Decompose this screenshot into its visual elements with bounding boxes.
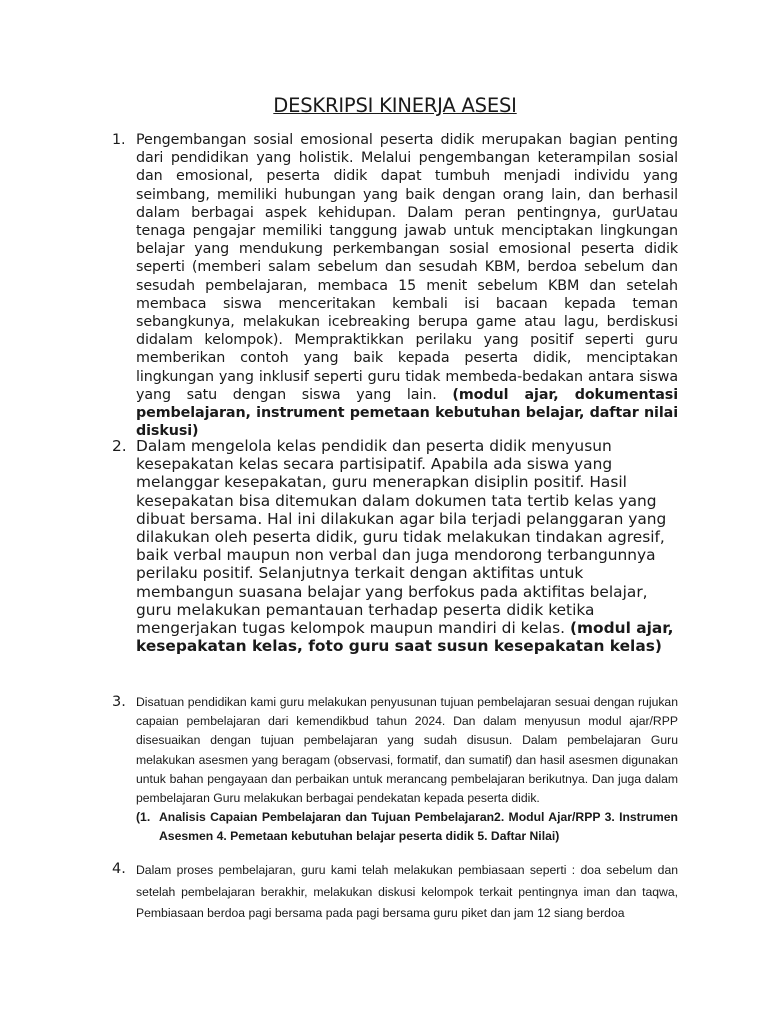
item-number: 4. (112, 861, 126, 877)
list-item (112, 131, 678, 440)
item-number: 2. (112, 437, 127, 455)
document-title: DESKRIPSI KINERJA ASESI (273, 94, 517, 117)
item-text: Dalam proses pembelajaran, guru kami telah melakukan pembiasaan seperti : doa sebelum dan setelah pembelajaran berakhir, melakukan diskusi kelompok terkait pentingnya iman dan taqwa, Pembiasaan berdoa pagi bersama pada pagi bersama guru piket dan jam 12 siang berdoa (136, 863, 678, 920)
list-item (112, 437, 678, 655)
item-body (136, 437, 678, 655)
evidence-list (136, 808, 678, 846)
item-body (136, 693, 678, 847)
item-evidence: (modul ajar, dokumentasi pembelajaran, instrument pemetaan kebutuhan belajar, daftar nilai diskusi) (136, 386, 678, 440)
list-item (112, 693, 678, 847)
item-text: Disatuan pendidikan kami guru melakukan penyusunan tujuan pembelajaran sesuai dengan rujukan capaian pembelajaran dari kemendikbud tahun 2024. Dan dalam menyusun modul ajar/RPP disesuaikan dengan tujuan pembelajaran yang sudah disusun. Dalam pembelajaran Guru melakukan asesmen yang beragam (observasi, formatif, dan sumatif) dan hasil asesmen digunakan untuk bahan pengayaan dan perbaikan untuk merancang pembelajaran berikutnya. Dan juga dalam pembelajaran Guru melakukan berbagai pendekatan kepada peserta didik. (136, 695, 678, 806)
item-number: 3. (112, 694, 126, 710)
item-body (136, 131, 678, 440)
list-item (112, 860, 678, 925)
evidence-number: (1. (136, 810, 151, 825)
item-body (136, 860, 678, 925)
item-evidence: (modul ajar, kesepakatan kelas, foto guru saat susun kesepakatan kelas) (136, 619, 674, 656)
item-evidence: Analisis Capaian Pembelajaran dan Tujuan Pembelajaran2. Modul Ajar/RPP 3. Instrumen Asesmen 4. Pemetaan kebutuhan belajar peserta didik 5. Daftar Nilai) (159, 810, 678, 844)
item-text: Pengembangan sosial emosional peserta didik merupakan bagian penting dari pendidikan yang holistik. Melalui pengembangan keterampilan sosial dan emosional, peserta didik dapat tumbuh menjadi individu yang seimbang, memiliki hubungan yang baik dengan orang lain, dan berhasil dalam berbagai aspek kehidupan. Dalam peran pentingnya, gurUatau tenaga pengajar memiliki tanggung jawab untuk menciptakan lingkungan belajar yang mendukung perkembangan sosial emosional peserta didik seperti (memberi salam sebelum dan sesudah KBM, berdoa sebelum dan sesudah pembelajaran, membaca 15 menit sebelum KBM dan setelah membaca siswa menceritakan kembali isi bacaan kepada teman sebangkunya, melakukan icebreaking berupa game atau lagu, berdiskusi didalam kelompok). Mempraktikkan perilaku yang positif seperti guru memberikan contoh yang baik kepada peserta didik, menciptakan lingkungan yang inklusif seperti guru tidak membeda-bedakan antara siswa yang satu dengan siswa yang lain. (136, 132, 678, 403)
item-number: 1. (112, 132, 126, 148)
item-text: Dalam mengelola kelas pendidik dan peserta didik menyusun kesepakatan kelas secara partisipatif. Apabila ada siswa yang melanggar kesepakatan, guru menerapkan disiplin positif. Hasil kesepakatan bisa ditemukan dalam dokumen tata tertib kelas yang dibuat bersama. Hal ini dilakukan agar bila terjadi pelanggaran yang dilakukan oleh peserta didik, guru tidak melakukan tindakan agresif, baik verbal maupun non verbal dan juga mendorong terbangunnya perilaku positif. Selanjutnya terkait dengan aktifitas untuk membangun suasana belajar yang berfokus pada aktifitas belajar, guru melakukan pemantauan terhadap peserta didik ketika mengerjakan tugas kelompok maupun mandiri di kelas. (136, 437, 667, 638)
